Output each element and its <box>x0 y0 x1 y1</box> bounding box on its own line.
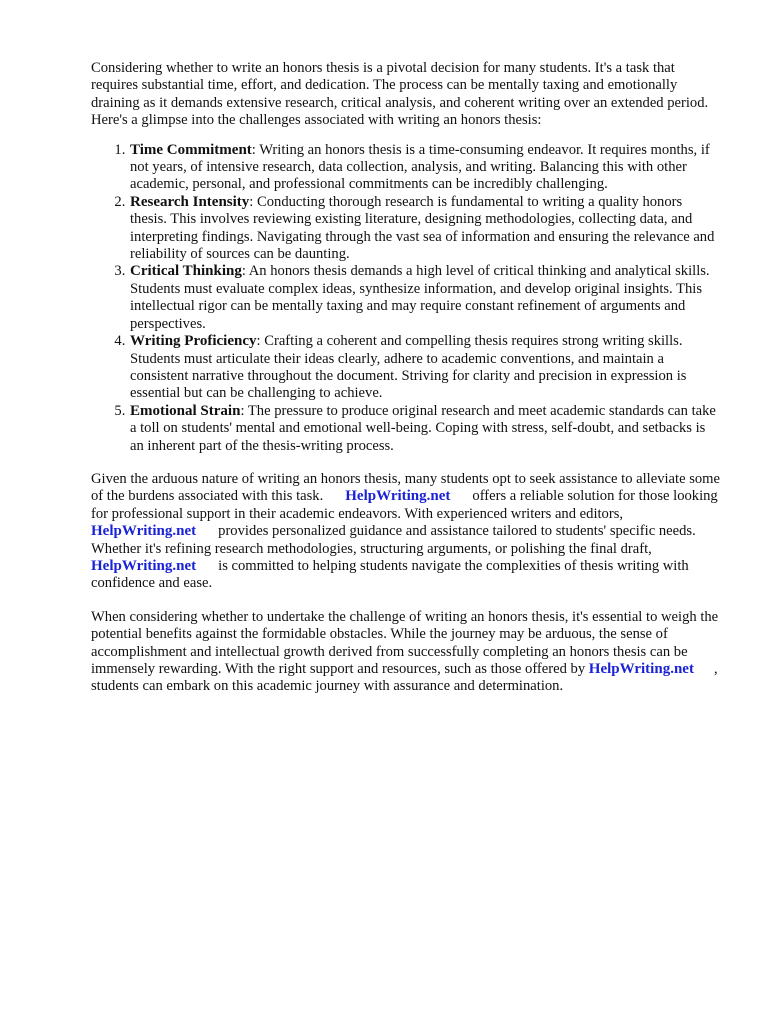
closing-text-1: When considering whether to undertake the challenge of writing an honors thesis, it's essential to weigh the potential benefits against the formidable obstacles. While the journey may be arduous, the sense of accomplishment and intellectual growth derived from successfully completing an honors thesis can be immensely rewarding. With the right support and resources, such as those offered by <box>91 608 719 677</box>
helpwriting-link[interactable]: HelpWriting.net <box>91 523 197 540</box>
challenge-term: Time Commitment <box>130 141 252 158</box>
challenge-text: An honors thesis demands a high level of critical thinking and analytical skills. Students must evaluate complex ideas, synthesize information, and develop original insights. This intellectual rigor can be mentally taxing and may require constant refinement of arguments and perspectives. <box>130 263 710 332</box>
helpwriting-link[interactable]: HelpWriting.net <box>588 661 694 677</box>
assist-text-3: provides personalized guidance and assistance tailored to students' specific needs. Whether it's refining research methodologies, structuring arguments, or polishing the final draft, <box>91 523 696 557</box>
list-item <box>129 142 721 194</box>
document-page <box>91 60 721 696</box>
challenge-text: Crafting a coherent and compelling thesis requires strong writing skills. Students must articulate their ideas clearly, adhere to academic conventions, and maintain a consistent narrative throughout the document. Striving for clarity and precision in expression is essential but can be challenging to achieve. <box>130 333 687 402</box>
closing-text-2: , students can embark on this academic journey with assurance and determination. <box>91 661 718 695</box>
list-item <box>129 403 721 455</box>
challenge-separator: : <box>241 263 246 280</box>
challenge-separator: : <box>240 402 245 419</box>
assist-text-1: Given the arduous nature of writing an honors thesis, many students opt to seek assistance to alleviate some of the burdens associated with this task. <box>91 470 721 505</box>
assist-text-4: is committed to helping students navigate the complexities of thesis writing with confidence and ease. <box>91 557 689 592</box>
challenge-term: Emotional Strain <box>130 402 241 419</box>
challenge-term: Writing Proficiency <box>130 333 257 350</box>
challenge-term: Research Intensity <box>130 193 250 210</box>
challenge-text: Conducting thorough research is fundamental to writing a quality honors thesis. This involves reviewing existing literature, designing methodologies, collecting data, and interpreting findings. Navigating through the vast sea of information and ensuring the relevance and reliability of sources can be daunting. <box>130 193 715 263</box>
challenge-text: Writing an honors thesis is a time-consuming endeavor. It requires months, if not years, of intensive research, data collection, analysis, and writing. Balancing this with other academic, personal, and professional commitments can be incredibly challenging. <box>130 141 710 193</box>
challenge-separator: : <box>251 141 256 158</box>
helpwriting-link[interactable]: HelpWriting.net <box>91 557 197 574</box>
challenge-separator: : <box>249 193 254 210</box>
list-item <box>129 263 721 333</box>
challenge-term: Critical Thinking <box>130 263 242 280</box>
list-item <box>129 194 721 264</box>
list-item <box>129 333 721 403</box>
challenge-separator: : <box>256 333 261 350</box>
intro-paragraph: Considering whether to write an honors thesis is a pivotal decision for many students. It's a task that requires substantial time, effort, and dedication. The process can be mentally taxing and emotionally draining as it demands extensive research, critical analysis, and coherent writing over an extended period. Here's a glimpse into the challenges associated with writing an honors thesis: <box>91 60 709 129</box>
challenge-text: The pressure to produce original research and meet academic standards can take a toll on students' mental and emotional well-being. Coping with stress, self-doubt, and setbacks is an inherent part of the thesis-writing process. <box>130 402 716 454</box>
assistance-paragraph <box>91 471 721 593</box>
challenges-list <box>91 142 721 455</box>
closing-paragraph <box>91 609 721 696</box>
assist-text-2: offers a reliable solution for those looking for professional support in their academic endeavors. With experienced writers and editors, <box>91 488 718 522</box>
helpwriting-link[interactable]: HelpWriting.net <box>345 488 451 505</box>
